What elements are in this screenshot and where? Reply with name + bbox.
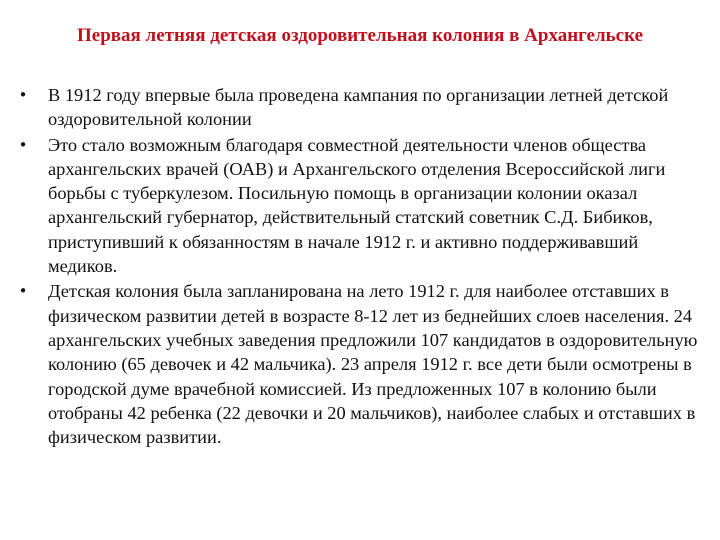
- bullet-text: Это стало возможным благодаря совместной деятельности членов общества архангельских врачей (ОАВ) и Архангельского отделения Всероссийской лиги борьбы с туберкулезом. Посильную помощь в организации колонии оказал архангельский губернатор, действительный статский советник С.Д. Бибиков, приступивший к обязанностям в начале 1912 г. и активно поддерживавший медиков.: [48, 134, 666, 277]
- bullet-text: Детская колония была запланирована на лето 1912 г. для наиболее отставших в физическом развитии детей в возрасте 8-12 лет из беднейших слоев населения. 24 архангельских учебных заведения предложили 107 кандидатов в оздоровительную колонию (65 девочек и 42 мальчика). 23 апреля 1912 г. все дети были осмотрены в городской думе врачебной комиссией. Из предложенных 107 в колонию были отобраны 42 ребенка (22 девочки и 20 мальчиков), наиболее слабых и отставших в физическом развитии.: [48, 281, 698, 448]
- bullet-marker: •: [18, 135, 28, 154]
- bullet-item: [14, 133, 704, 279]
- bullet-text: В 1912 году впервые была проведена кампания по организации летней детской оздоровительной колонии: [48, 85, 669, 130]
- slide-title: Первая летняя детская оздоровительная колония в Архангельске: [76, 25, 644, 46]
- bullet-item: [14, 279, 704, 449]
- bullet-item: [14, 83, 704, 132]
- bullet-marker: •: [18, 86, 28, 104]
- bullet-list: [14, 83, 704, 450]
- bullet-marker: •: [18, 282, 28, 301]
